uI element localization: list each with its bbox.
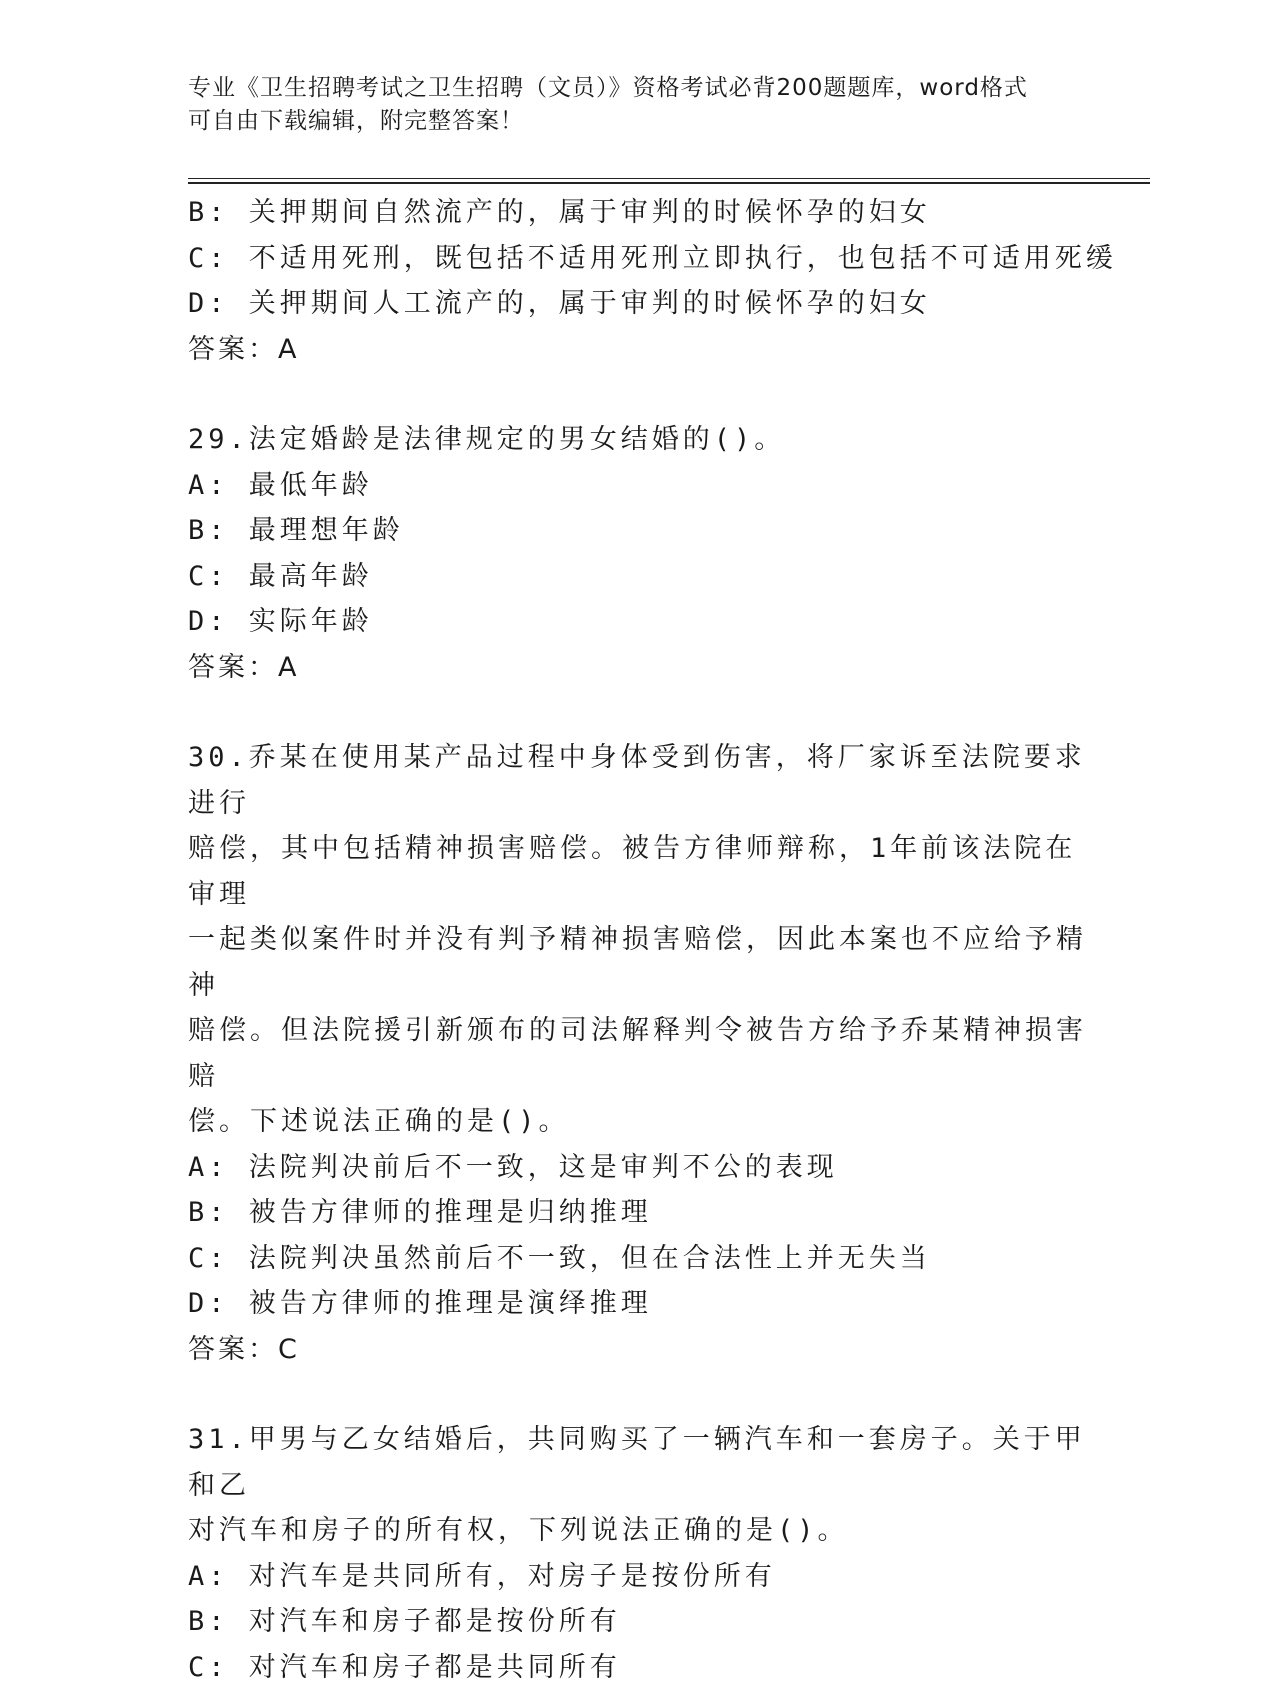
option-c: C: 最高年龄 (188, 554, 1088, 600)
option-b: B: 对汽车和房子都是按份所有 (188, 1599, 1088, 1645)
question-30 (188, 735, 1088, 1372)
option-b: B: 被告方律师的推理是归纳推理 (188, 1190, 1088, 1236)
question-31 (188, 1417, 1088, 1690)
header-divider-thin (188, 178, 1150, 179)
header-title-line-2: 可自由下载编辑，附完整答案！ (188, 105, 1068, 138)
option-c: C: 不适用死刑，既包括不适用死刑立即执行，也包括不可适用死缓 (188, 236, 1088, 282)
question-stem: 29.法定婚龄是法律规定的男女结婚的()。 (188, 417, 1088, 463)
header-divider-thick (188, 182, 1150, 184)
question-stem-line: 一起类似案件时并没有判予精神损害赔偿，因此本案也不应给予精神 (188, 917, 1088, 1008)
option-d: D: 实际年龄 (188, 599, 1088, 645)
question-28-continued (188, 190, 1088, 372)
option-b: B: 最理想年龄 (188, 508, 1088, 554)
question-stem-line: 对汽车和房子的所有权，下列说法正确的是()。 (188, 1508, 1088, 1554)
answer-line: 答案：A (188, 645, 1088, 691)
option-c: C: 对汽车和房子都是共同所有 (188, 1645, 1088, 1690)
spacer (188, 1372, 1088, 1417)
header-title-line-1: 专业《卫生招聘考试之卫生招聘（文员）》资格考试必背200题题库，word格式 (188, 72, 1068, 105)
answer-line: 答案：C (188, 1327, 1088, 1373)
question-stem-line: 赔偿。但法院援引新颁布的司法解释判令被告方给予乔某精神损害赔 (188, 1008, 1088, 1099)
question-stem-line: 赔偿，其中包括精神损害赔偿。被告方律师辩称，1年前该法院在审理 (188, 826, 1088, 917)
question-stem-line: 31.甲男与乙女结婚后，共同购买了一辆汽车和一套房子。关于甲和乙 (188, 1417, 1088, 1508)
option-d: D: 关押期间人工流产的，属于审判的时候怀孕的妇女 (188, 281, 1088, 327)
spacer (188, 690, 1088, 735)
option-a: A: 最低年龄 (188, 463, 1088, 509)
question-list (188, 190, 1088, 1690)
option-b: B: 关押期间自然流产的，属于审判的时候怀孕的妇女 (188, 190, 1088, 236)
answer-line: 答案：A (188, 327, 1088, 373)
question-29 (188, 417, 1088, 690)
spacer (188, 372, 1088, 417)
option-c: C: 法院判决虽然前后不一致，但在合法性上并无失当 (188, 1236, 1088, 1282)
option-a: A: 法院判决前后不一致，这是审判不公的表现 (188, 1145, 1088, 1191)
option-a: A: 对汽车是共同所有，对房子是按份所有 (188, 1554, 1088, 1600)
question-stem-line: 30.乔某在使用某产品过程中身体受到伤害，将厂家诉至法院要求进行 (188, 735, 1088, 826)
question-stem-line: 偿。下述说法正确的是()。 (188, 1099, 1088, 1145)
option-d: D: 被告方律师的推理是演绎推理 (188, 1281, 1088, 1327)
document-header (188, 72, 1068, 138)
